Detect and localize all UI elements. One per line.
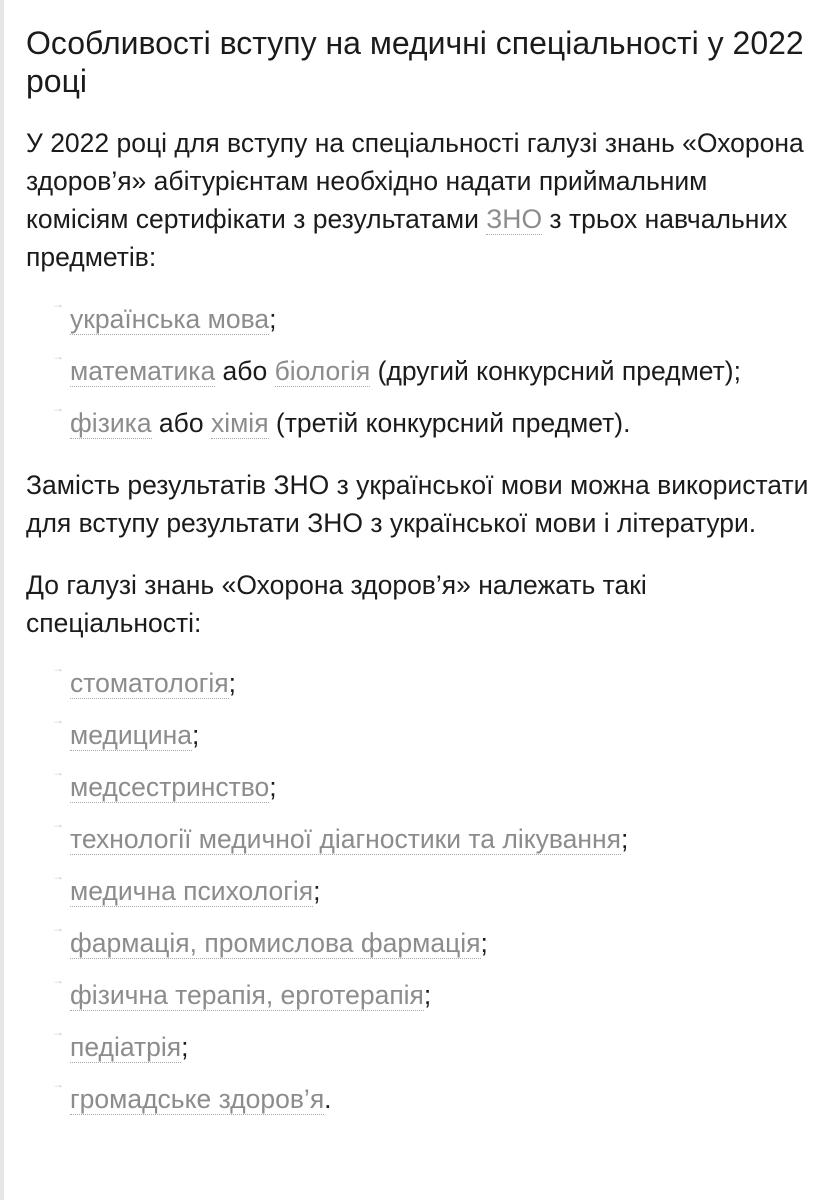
arrow-bullet-icon: → <box>52 1025 64 1039</box>
specialty-link-pharmacy[interactable]: фармація, промислова фармація <box>70 928 481 958</box>
list-item-suffix: ; <box>192 720 200 750</box>
specialty-link-pediatrics[interactable]: педіатрія <box>70 1032 182 1062</box>
physics-link[interactable]: фізика <box>70 408 152 438</box>
replacement-note: Замість результатів ЗНО з української мови можна використати для вступу результати ЗНО з української мови і літератури. <box>26 470 809 538</box>
list-item-suffix: ; <box>269 772 277 802</box>
list-item <box>26 297 816 338</box>
arrow-bullet-icon: → <box>52 1077 64 1091</box>
arrow-bullet-icon: → <box>52 401 64 415</box>
arrow-bullet-icon: → <box>52 973 64 987</box>
specialty-link-medical-psychology[interactable]: медична психологія <box>70 876 314 906</box>
list-item <box>26 817 816 858</box>
list-item-suffix: (другий конкурсний предмет); <box>370 356 741 386</box>
article-title: Особливості вступу на медичні спеціальності у 2022 році <box>26 25 804 99</box>
subjects-list <box>26 297 816 442</box>
list-item-suffix: (третій конкурсний предмет). <box>268 408 631 438</box>
article <box>26 24 816 1142</box>
list-item <box>26 349 816 390</box>
list-item-suffix: ; <box>313 876 321 906</box>
list-item-conjunction: або <box>151 408 211 438</box>
arrow-bullet-icon: → <box>52 713 64 727</box>
list-item <box>26 869 816 910</box>
list-item-suffix: . <box>324 1084 332 1114</box>
specialty-link-medical-diagnostics[interactable]: технології медичної діагностики та лікування <box>70 824 622 854</box>
list-item-suffix: ; <box>228 668 236 698</box>
intro-text-after: з трьох навчальних предметів: <box>26 204 788 272</box>
intro-paragraph <box>26 124 816 276</box>
arrow-bullet-icon: → <box>52 765 64 779</box>
arrow-bullet-icon: → <box>52 661 64 675</box>
specialty-link-nursing[interactable]: медсестринство <box>70 772 270 802</box>
arrow-bullet-icon: → <box>52 817 64 831</box>
list-item <box>26 973 816 1014</box>
arrow-bullet-icon: → <box>52 869 64 883</box>
arrow-bullet-icon: → <box>52 297 64 311</box>
intro-text-before: У 2022 році для вступу на спеціальності галузі знань «Охорона здоров’я» абітурієнтам необхідно надати приймальним комісіям сертифікати з результатами <box>26 128 804 234</box>
arrow-bullet-icon: → <box>52 349 64 363</box>
list-item <box>26 921 816 962</box>
chemistry-link[interactable]: хімія <box>210 408 269 438</box>
zno-link[interactable]: ЗНО <box>486 204 543 234</box>
specialties-intro: До галузі знань «Охорона здоров’я» належать такі спеціальності: <box>26 570 647 638</box>
mathematics-link[interactable]: математика <box>70 356 216 386</box>
specialty-link-public-health[interactable]: громадське здоров’я <box>70 1084 325 1114</box>
list-item <box>26 713 816 754</box>
specialty-link-dentistry[interactable]: стоматологія <box>70 668 229 698</box>
list-item-suffix: ; <box>423 980 432 1010</box>
list-item <box>26 1077 816 1118</box>
arrow-bullet-icon: → <box>52 921 64 935</box>
list-item-suffix: ; <box>480 928 488 958</box>
biology-link[interactable]: біологія <box>274 356 371 386</box>
list-item <box>26 1025 816 1066</box>
list-item-suffix: ; <box>621 824 629 854</box>
list-item <box>26 401 816 442</box>
left-border <box>0 0 4 1200</box>
list-item <box>26 765 816 806</box>
list-item <box>26 661 816 702</box>
specialties-list <box>26 661 816 1118</box>
list-item-conjunction: або <box>215 356 275 386</box>
specialty-link-physical-therapy[interactable]: фізична терапія, ерготерапія <box>70 980 424 1010</box>
list-item-suffix: ; <box>181 1032 189 1062</box>
specialty-link-medicine[interactable]: медицина <box>70 720 192 750</box>
ukrainian-language-link[interactable]: українська мова <box>70 304 270 334</box>
list-item-suffix: ; <box>269 304 277 334</box>
